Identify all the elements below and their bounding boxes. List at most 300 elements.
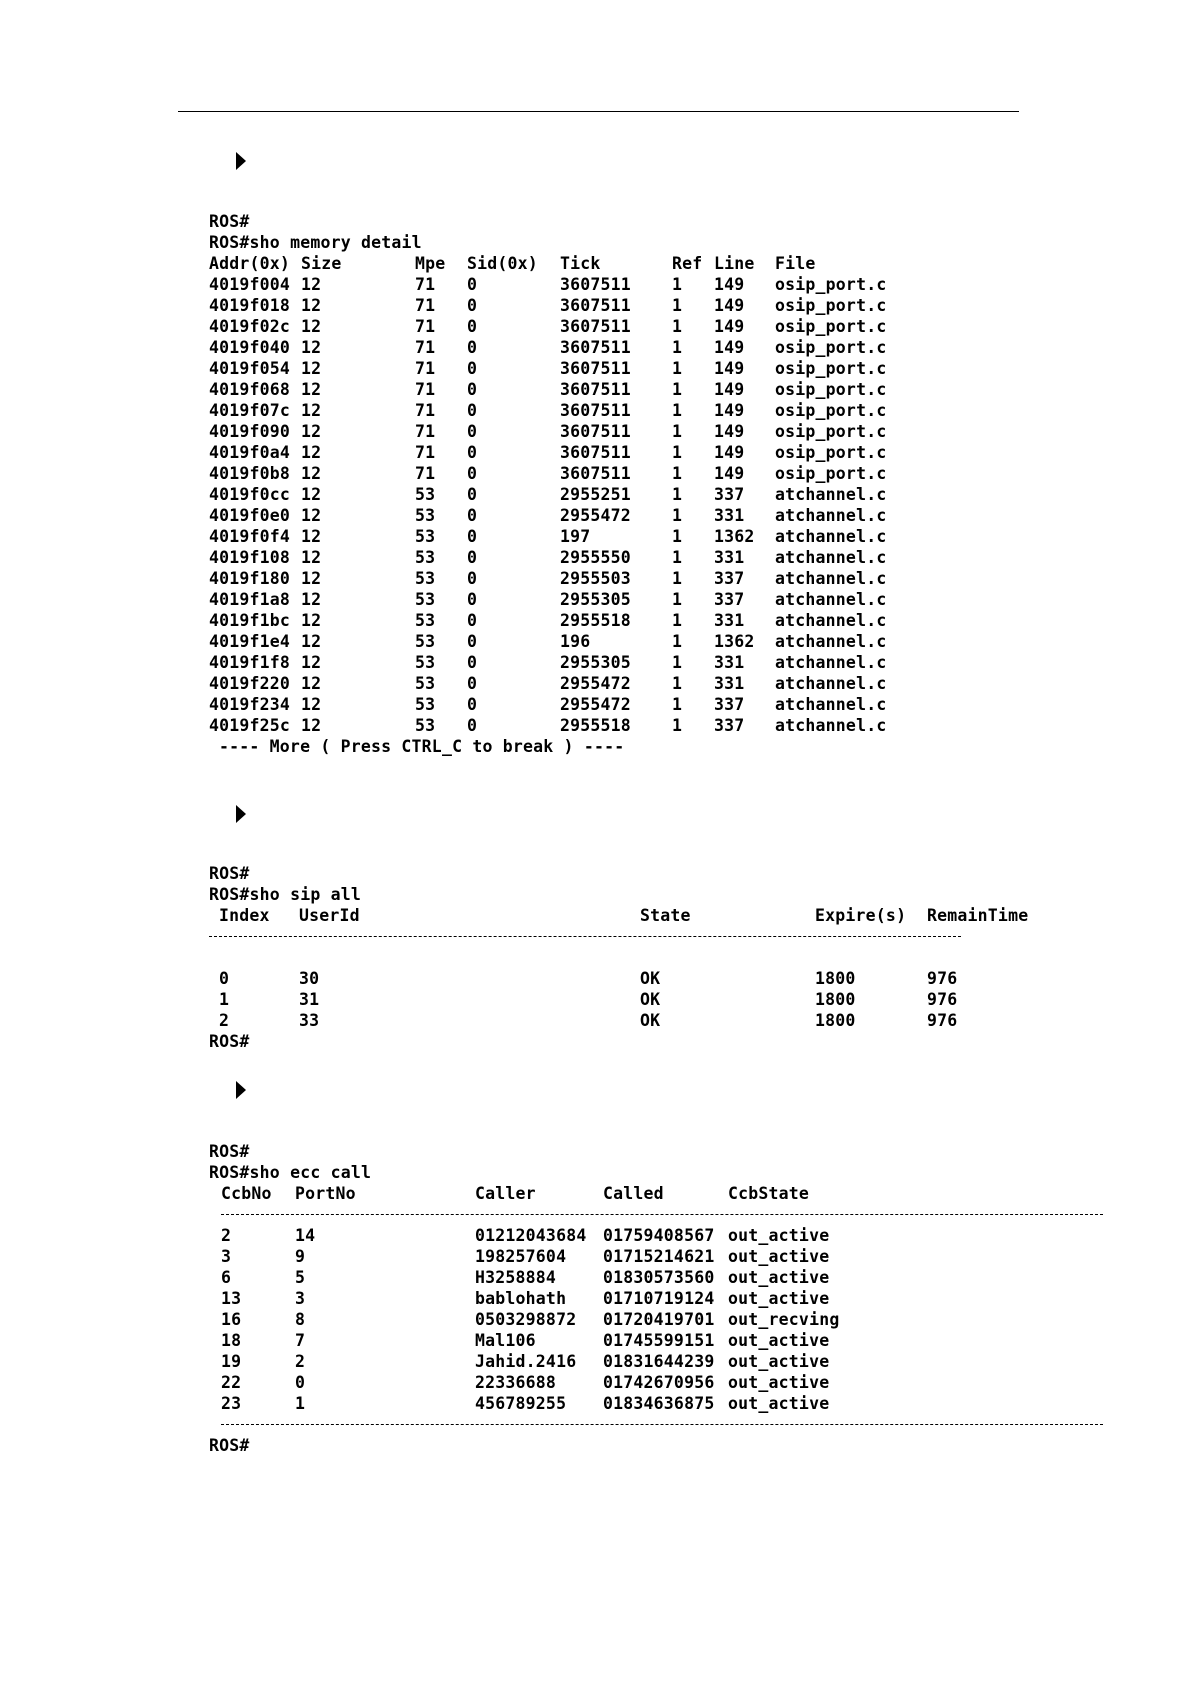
table-header: [209, 253, 816, 274]
table-cell: 0: [467, 611, 478, 630]
table-cell: Jahid.2416: [475, 1352, 577, 1371]
table-cell: 0: [467, 485, 478, 504]
table-cell: 12: [301, 296, 322, 315]
table-cell: 71: [415, 359, 436, 378]
table-cell: 31: [299, 990, 320, 1009]
table-cell: 71: [415, 401, 436, 420]
table-cell: 0: [467, 716, 478, 735]
table-row: [209, 715, 887, 736]
column-header: CcbNo: [221, 1184, 272, 1203]
table-cell: 331: [714, 506, 745, 525]
table-cell: 3607511: [560, 401, 631, 420]
table-cell: 12: [301, 359, 322, 378]
table-cell: atchannel.c: [775, 548, 887, 567]
table-cell: 1: [672, 485, 683, 504]
table-cell: osip_port.c: [775, 443, 887, 462]
column-header: Sid(0x): [467, 254, 538, 273]
table-cell: out_active: [728, 1289, 830, 1308]
table-cell: 0: [467, 359, 478, 378]
column-header: Called: [603, 1184, 664, 1203]
table-cell: 1: [672, 548, 683, 567]
separator-line: [209, 1414, 371, 1435]
table-cell: 1: [295, 1394, 306, 1413]
table-cell: 2955305: [560, 590, 631, 609]
column-header: Caller: [475, 1184, 536, 1203]
table-cell: 976: [927, 969, 958, 988]
table-cell: 53: [415, 695, 436, 714]
table-cell: atchannel.c: [775, 527, 887, 546]
table-cell: 3607511: [560, 464, 631, 483]
table-cell: 9: [295, 1247, 306, 1266]
table-cell: 14: [295, 1226, 316, 1245]
table-cell: 71: [415, 296, 436, 315]
table-cell: 4019f02c: [209, 317, 291, 336]
sip-terminal-output: [209, 863, 1029, 1052]
table-cell: 149: [714, 317, 745, 336]
table-cell: 337: [714, 716, 745, 735]
table-cell: 23: [221, 1394, 242, 1413]
table-cell: 2955472: [560, 674, 631, 693]
table-cell: out_active: [728, 1331, 830, 1350]
table-row: [209, 694, 887, 715]
table-cell: 0: [467, 401, 478, 420]
table-cell: 0: [467, 464, 478, 483]
table-cell: 12: [301, 653, 322, 672]
table-cell: 3607511: [560, 296, 631, 315]
table-cell: 149: [714, 338, 745, 357]
table-row: [209, 547, 887, 568]
table-cell: osip_port.c: [775, 401, 887, 420]
table-cell: 1: [672, 632, 683, 651]
table-cell: 1: [672, 338, 683, 357]
table-cell: atchannel.c: [775, 611, 887, 630]
table-cell: 01745599151: [603, 1331, 715, 1350]
column-header: Expire(s): [815, 906, 907, 925]
table-row: [209, 1225, 830, 1246]
table-cell: 4019f0a4: [209, 443, 291, 462]
table-cell: 12: [301, 548, 322, 567]
prompt-line: ROS#: [209, 212, 250, 231]
table-cell: 149: [714, 401, 745, 420]
table-cell: 01834636875: [603, 1394, 715, 1413]
column-header: State: [640, 906, 691, 925]
table-cell: 337: [714, 569, 745, 588]
table-cell: 1: [672, 464, 683, 483]
table-cell: 0: [467, 506, 478, 525]
table-row: [209, 1267, 830, 1288]
table-cell: 53: [415, 590, 436, 609]
table-cell: 0: [467, 317, 478, 336]
table-cell: 01742670956: [603, 1373, 715, 1392]
table-row: [209, 1246, 830, 1267]
memory-terminal-output: [209, 211, 887, 757]
table-header: [209, 905, 1029, 926]
table-row: [209, 652, 887, 673]
table-cell: 149: [714, 443, 745, 462]
column-header: Size: [301, 254, 342, 273]
table-cell: 12: [301, 569, 322, 588]
table-cell: 19: [221, 1352, 242, 1371]
end-prompt: ROS#: [209, 1032, 250, 1051]
table-row: [209, 1372, 830, 1393]
column-header: RemainTime: [927, 906, 1029, 925]
column-header: Mpe: [415, 254, 446, 273]
column-header: File: [775, 254, 816, 273]
table-cell: 4019f1bc: [209, 611, 291, 630]
table-cell: 149: [714, 275, 745, 294]
table-row: [209, 337, 887, 358]
command-line: ROS#sho memory detail: [209, 233, 422, 252]
table-header: [209, 1183, 810, 1204]
table-cell: 3607511: [560, 443, 631, 462]
table-cell: 0: [467, 548, 478, 567]
table-cell: 4019f018: [209, 296, 291, 315]
table-cell: 337: [714, 485, 745, 504]
table-row: [209, 421, 887, 442]
table-cell: 3607511: [560, 275, 631, 294]
table-row: [209, 526, 887, 547]
table-cell: 0503298872: [475, 1310, 577, 1329]
table-cell: 3: [221, 1247, 232, 1266]
table-cell: 53: [415, 611, 436, 630]
table-cell: 1800: [815, 990, 856, 1009]
command-line: ROS#sho sip all: [209, 885, 362, 904]
table-cell: osip_port.c: [775, 275, 887, 294]
table-cell: 2955503: [560, 569, 631, 588]
table-cell: 53: [415, 674, 436, 693]
table-cell: 71: [415, 380, 436, 399]
table-cell: 4019f25c: [209, 716, 291, 735]
table-cell: 4019f234: [209, 695, 291, 714]
table-cell: 2955472: [560, 506, 631, 525]
table-cell: 53: [415, 716, 436, 735]
table-cell: 53: [415, 569, 436, 588]
table-cell: 53: [415, 548, 436, 567]
table-cell: 2955518: [560, 716, 631, 735]
table-cell: 149: [714, 359, 745, 378]
table-cell: 16: [221, 1310, 242, 1329]
table-cell: 53: [415, 527, 436, 546]
table-cell: atchannel.c: [775, 590, 887, 609]
table-cell: 1: [672, 275, 683, 294]
table-row: [209, 295, 887, 316]
table-cell: 12: [301, 380, 322, 399]
table-cell: 2955518: [560, 611, 631, 630]
table-row: [209, 589, 887, 610]
table-cell: 71: [415, 317, 436, 336]
table-row: [209, 673, 887, 694]
table-cell: 3607511: [560, 422, 631, 441]
table-row: [209, 631, 887, 652]
table-row: [209, 968, 958, 989]
table-cell: 1362: [714, 527, 755, 546]
table-cell: 8: [295, 1310, 306, 1329]
table-cell: 12: [301, 695, 322, 714]
table-cell: 456789255: [475, 1394, 567, 1413]
column-header: UserId: [299, 906, 360, 925]
table-cell: 71: [415, 464, 436, 483]
table-cell: atchannel.c: [775, 632, 887, 651]
table-row: [209, 1351, 830, 1372]
table-cell: 12: [301, 275, 322, 294]
separator-line: [209, 926, 361, 947]
table-cell: out_active: [728, 1226, 830, 1245]
table-cell: 71: [415, 338, 436, 357]
table-cell: 0: [467, 695, 478, 714]
table-cell: 1: [672, 506, 683, 525]
table-row: [209, 1330, 830, 1351]
table-cell: 331: [714, 611, 745, 630]
table-cell: 1: [672, 527, 683, 546]
table-cell: osip_port.c: [775, 317, 887, 336]
table-cell: 1: [672, 716, 683, 735]
table-cell: osip_port.c: [775, 359, 887, 378]
table-row: [209, 358, 887, 379]
table-cell: atchannel.c: [775, 506, 887, 525]
table-cell: 18: [221, 1331, 242, 1350]
table-cell: 198257604: [475, 1247, 567, 1266]
table-cell: 5: [295, 1268, 306, 1287]
table-cell: 12: [301, 443, 322, 462]
table-cell: atchannel.c: [775, 569, 887, 588]
table-row: [209, 1309, 840, 1330]
table-cell: 3607511: [560, 380, 631, 399]
table-cell: 976: [927, 1011, 958, 1030]
table-cell: 4019f220: [209, 674, 291, 693]
table-cell: 4019f0e0: [209, 506, 291, 525]
table-cell: 12: [301, 674, 322, 693]
table-cell: 331: [714, 653, 745, 672]
table-cell: 71: [415, 275, 436, 294]
table-cell: 0: [467, 422, 478, 441]
table-cell: 3607511: [560, 338, 631, 357]
table-cell: 4019f0b8: [209, 464, 291, 483]
table-cell: 1: [672, 380, 683, 399]
table-cell: 0: [467, 443, 478, 462]
table-cell: 1800: [815, 969, 856, 988]
table-cell: 12: [301, 338, 322, 357]
table-cell: 337: [714, 590, 745, 609]
table-cell: atchannel.c: [775, 716, 887, 735]
table-cell: 337: [714, 695, 745, 714]
table-cell: 4019f1a8: [209, 590, 291, 609]
table-cell: 0: [467, 527, 478, 546]
table-row: [209, 484, 887, 505]
table-cell: 01715214621: [603, 1247, 715, 1266]
table-cell: 01212043684: [475, 1226, 587, 1245]
table-cell: 0: [467, 296, 478, 315]
table-cell: atchannel.c: [775, 653, 887, 672]
table-cell: 331: [714, 548, 745, 567]
table-cell: 4019f004: [209, 275, 291, 294]
table-cell: 12: [301, 464, 322, 483]
table-cell: 2: [221, 1226, 232, 1245]
column-header: CcbState: [728, 1184, 810, 1203]
table-cell: 01759408567: [603, 1226, 715, 1245]
table-cell: 0: [467, 338, 478, 357]
table-cell: 976: [927, 990, 958, 1009]
table-cell: 2: [219, 1011, 230, 1030]
table-cell: 01710719124: [603, 1289, 715, 1308]
table-cell: 33: [299, 1011, 320, 1030]
table-row: [209, 1393, 830, 1414]
table-row: [209, 400, 887, 421]
page-header-rule: [178, 111, 1019, 112]
table-cell: atchannel.c: [775, 485, 887, 504]
table-cell: 01720419701: [603, 1310, 715, 1329]
table-cell: 12: [301, 590, 322, 609]
table-row: [209, 568, 887, 589]
table-row: [209, 379, 887, 400]
prompt-line: ROS#: [209, 1142, 250, 1161]
table-cell: 149: [714, 380, 745, 399]
table-cell: 149: [714, 296, 745, 315]
column-header: PortNo: [295, 1184, 356, 1203]
command-line: ROS#sho ecc call: [209, 1163, 372, 1182]
table-cell: osip_port.c: [775, 422, 887, 441]
table-cell: 12: [301, 422, 322, 441]
table-cell: 0: [295, 1373, 306, 1392]
table-cell: 1: [672, 674, 683, 693]
table-cell: 3: [295, 1289, 306, 1308]
table-cell: 2955550: [560, 548, 631, 567]
end-prompt: ROS#: [209, 1436, 250, 1455]
table-cell: 71: [415, 422, 436, 441]
table-cell: 0: [467, 380, 478, 399]
table-cell: 12: [301, 632, 322, 651]
table-cell: out_active: [728, 1394, 830, 1413]
table-cell: 4019f0f4: [209, 527, 291, 546]
table-cell: 1: [672, 695, 683, 714]
table-cell: 1362: [714, 632, 755, 651]
table-cell: 12: [301, 611, 322, 630]
column-header: Index: [219, 906, 270, 925]
table-cell: 12: [301, 317, 322, 336]
column-header: Line: [714, 254, 755, 273]
table-cell: 4019f180: [209, 569, 291, 588]
table-cell: 7: [295, 1331, 306, 1350]
table-cell: 4019f0cc: [209, 485, 291, 504]
table-row: [209, 989, 958, 1010]
table-row: [209, 442, 887, 463]
table-cell: 22336688: [475, 1373, 557, 1392]
table-cell: atchannel.c: [775, 695, 887, 714]
table-cell: 0: [467, 569, 478, 588]
table-cell: 3607511: [560, 317, 631, 336]
table-cell: 01830573560: [603, 1268, 715, 1287]
table-cell: 4019f108: [209, 548, 291, 567]
table-cell: 1: [672, 611, 683, 630]
table-cell: 1800: [815, 1011, 856, 1030]
table-cell: osip_port.c: [775, 380, 887, 399]
table-cell: 331: [714, 674, 745, 693]
column-header: Ref: [672, 254, 703, 273]
table-cell: 4019f1f8: [209, 653, 291, 672]
table-cell: 1: [672, 569, 683, 588]
table-cell: 12: [301, 506, 322, 525]
table-row: [209, 463, 887, 484]
table-row: [209, 1010, 958, 1031]
table-cell: out_recving: [728, 1310, 840, 1329]
table-cell: 30: [299, 969, 320, 988]
table-cell: 53: [415, 632, 436, 651]
table-cell: 0: [467, 275, 478, 294]
table-cell: 22: [221, 1373, 242, 1392]
table-row: [209, 505, 887, 526]
table-cell: 1: [672, 296, 683, 315]
table-row: [209, 610, 887, 631]
table-cell: 0: [467, 632, 478, 651]
table-cell: bablohath: [475, 1289, 567, 1308]
table-cell: out_active: [728, 1247, 830, 1266]
table-cell: out_active: [728, 1373, 830, 1392]
table-cell: atchannel.c: [775, 674, 887, 693]
table-cell: 2955472: [560, 695, 631, 714]
table-cell: 13: [221, 1289, 242, 1308]
table-row: [209, 316, 887, 337]
table-cell: 0: [219, 969, 230, 988]
table-cell: 0: [467, 653, 478, 672]
table-cell: 2955305: [560, 653, 631, 672]
table-cell: 53: [415, 653, 436, 672]
table-cell: 149: [714, 422, 745, 441]
table-cell: osip_port.c: [775, 296, 887, 315]
table-cell: 1: [672, 443, 683, 462]
column-header: Addr(0x): [209, 254, 291, 273]
table-cell: 1: [219, 990, 230, 1009]
table-cell: 1: [672, 422, 683, 441]
column-header: Tick: [560, 254, 601, 273]
table-cell: 196: [560, 632, 591, 651]
table-cell: 1: [672, 317, 683, 336]
bullet-arrow-icon: [236, 1081, 246, 1099]
table-cell: 1: [672, 590, 683, 609]
table-row: [209, 1288, 830, 1309]
table-cell: 1: [672, 401, 683, 420]
table-cell: 0: [467, 590, 478, 609]
table-cell: 1: [672, 653, 683, 672]
separator-line: [209, 1204, 371, 1225]
table-cell: 4019f068: [209, 380, 291, 399]
table-cell: OK: [640, 990, 661, 1009]
table-cell: 4019f054: [209, 359, 291, 378]
table-cell: 4019f090: [209, 422, 291, 441]
table-cell: 1: [672, 359, 683, 378]
table-cell: 12: [301, 527, 322, 546]
table-cell: 12: [301, 401, 322, 420]
table-cell: 01831644239: [603, 1352, 715, 1371]
table-cell: 71: [415, 443, 436, 462]
table-cell: osip_port.c: [775, 338, 887, 357]
table-cell: H3258884: [475, 1268, 557, 1287]
prompt-line: ROS#: [209, 864, 250, 883]
table-cell: 4019f1e4: [209, 632, 291, 651]
table-cell: OK: [640, 1011, 661, 1030]
table-cell: 12: [301, 485, 322, 504]
table-cell: 2955251: [560, 485, 631, 504]
bullet-arrow-icon: [236, 152, 246, 170]
table-cell: 12: [301, 716, 322, 735]
table-cell: 2: [295, 1352, 306, 1371]
table-cell: 4019f07c: [209, 401, 291, 420]
table-cell: OK: [640, 969, 661, 988]
more-prompt: ---- More ( Press CTRL_C to break ) ----: [219, 737, 625, 756]
ecc-terminal-output: [209, 1141, 840, 1456]
table-cell: 4019f040: [209, 338, 291, 357]
table-cell: 3607511: [560, 359, 631, 378]
table-cell: 197: [560, 527, 591, 546]
table-cell: out_active: [728, 1352, 830, 1371]
